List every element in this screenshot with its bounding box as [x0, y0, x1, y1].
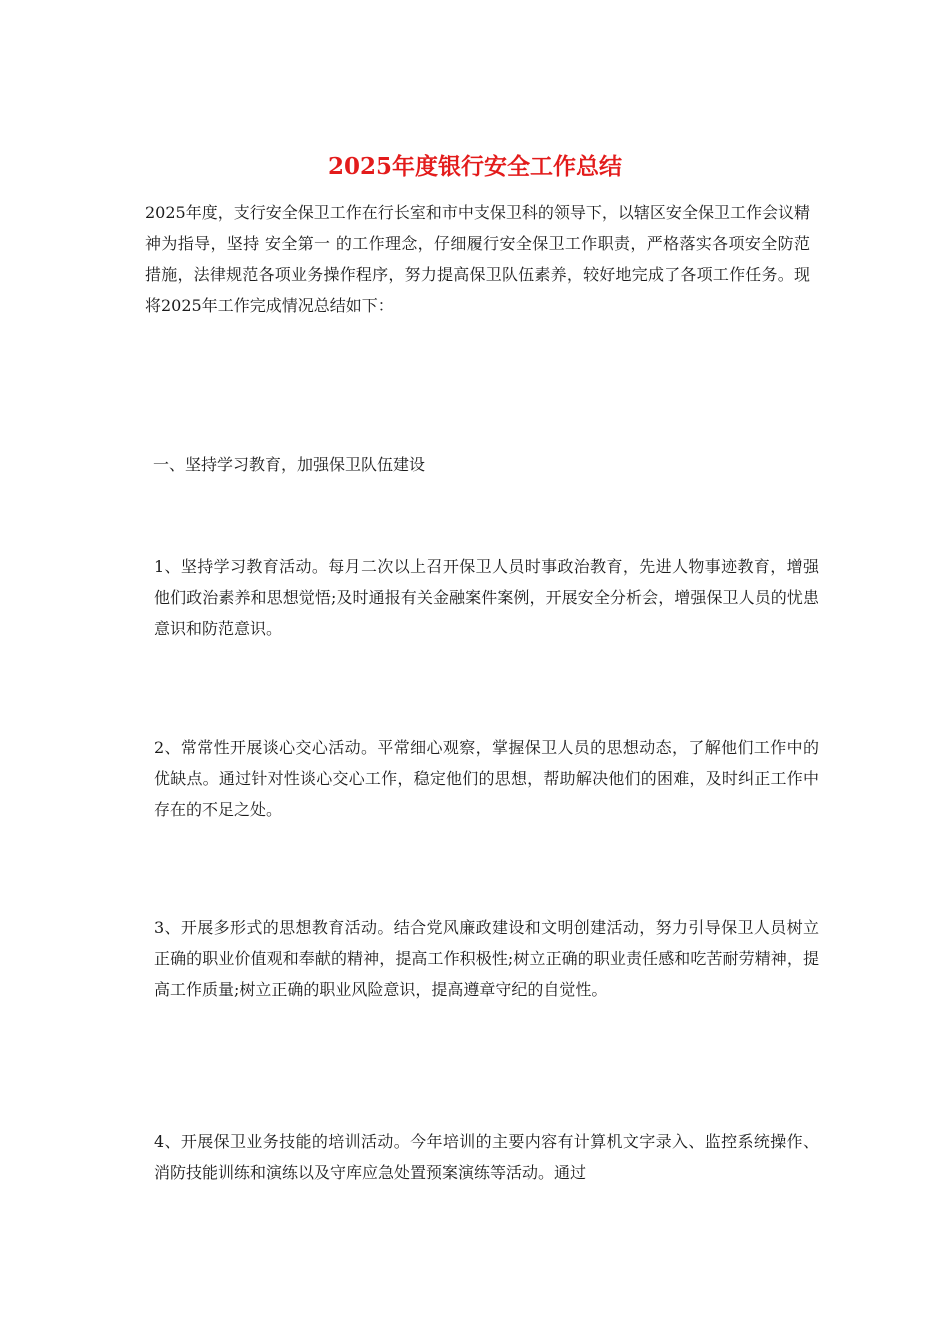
item-2-paragraph: 2、常常性开展谈心交心活动。平常细心观察，掌握保卫人员的思想动态，了解他们工作中的优缺点。通过针对性谈心交心工作，稳定他们的思想，帮助解决他们的困难，及时纠正工作中存在的不足之处。	[154, 738, 819, 819]
section-heading: 一、坚持学习教育，加强保卫队伍建设	[153, 455, 426, 474]
item-1-paragraph: 1、坚持学习教育活动。每月二次以上召开保卫人员时事政治教育，先进人物事迹教育，增强他们政治素养和思想觉悟;及时通报有关金融案件案例，开展安全分析会，增强保卫人员的忧患意识和防范意识。	[154, 557, 819, 638]
item-3-paragraph: 3、开展多形式的思想教育活动。结合党风廉政建设和文明创建活动，努力引导保卫人员树立正确的职业价值观和奉献的精神，提高工作积极性;树立正确的职业责任感和吃苦耐劳精神，提高工作质量;树立正确的职业风险意识，提高遵章守纪的自觉性。	[154, 918, 819, 999]
document-title: 2025年度银行安全工作总结	[327, 153, 622, 180]
item-4-paragraph: 4、开展保卫业务技能的培训活动。今年培训的主要内容有计算机文字录入、监控系统操作、消防技能训练和演练以及守库应急处置预案演练等活动。通过	[154, 1132, 819, 1182]
intro-paragraph: 2025年度，支行安全保卫工作在行长室和市中支保卫科的领导下，以辖区安全保卫工作会议精神为指导，坚持 安全第一 的工作理念，仔细履行安全保卫工作职责，严格落实各项安全防范措施，法律规范各项业务操作程序，努力提高保卫队伍素养，较好地完成了各项工作任务。现将2025年工作完成情况总结如下：	[145, 203, 810, 315]
